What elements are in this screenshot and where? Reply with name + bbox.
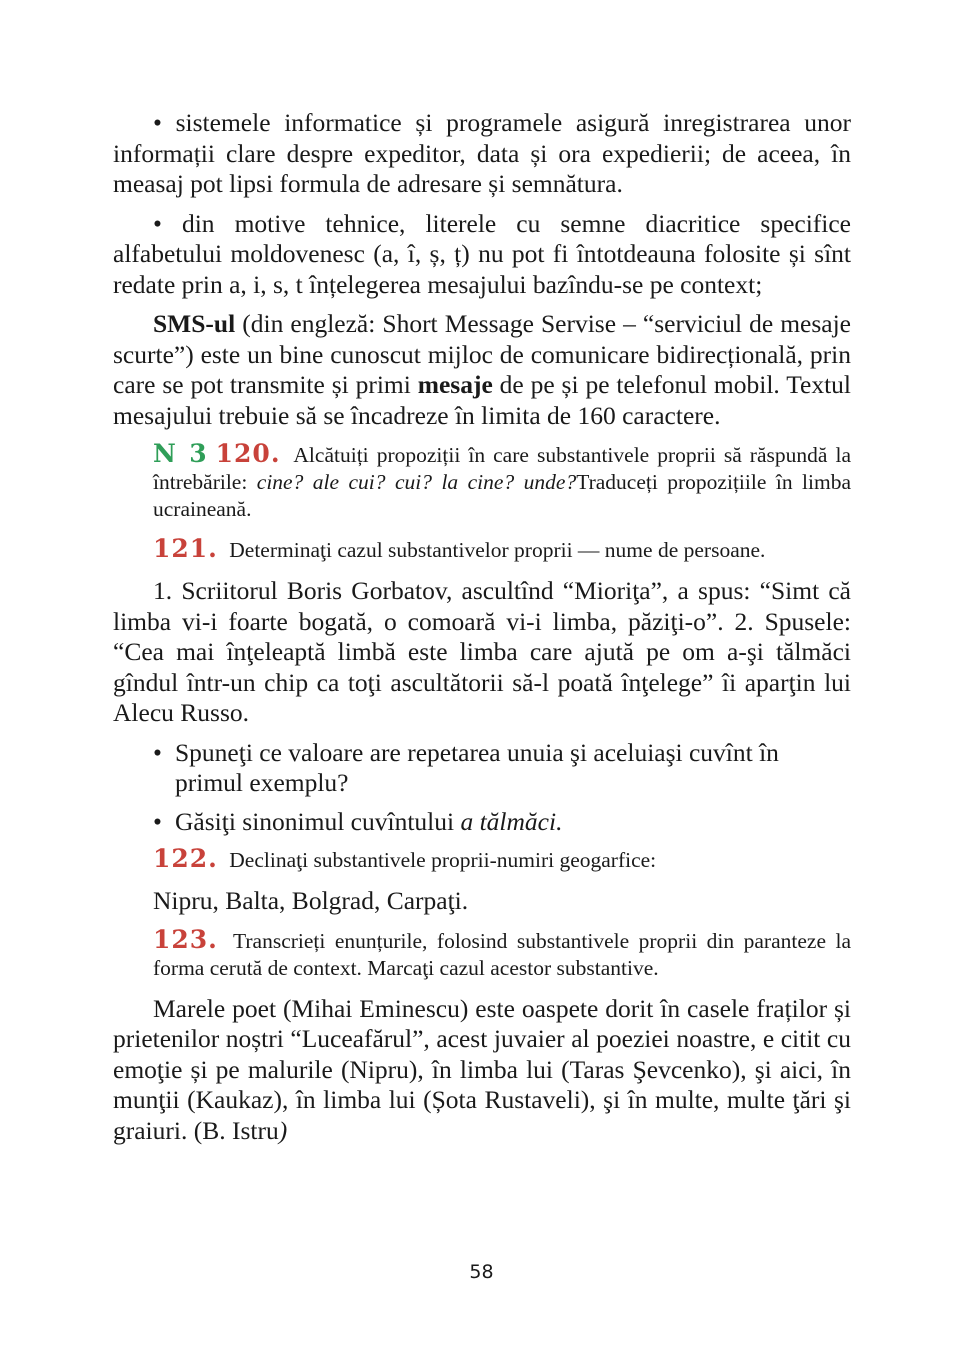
paragraph-place-names: [113, 886, 851, 917]
n-marker: N 3: [153, 439, 208, 468]
exercise-text: Transcrieți enunțurile, folosind substantivele proprii din paranteze la forma cerută de context. Marcaţi cazul acestor substantive.: [153, 928, 851, 980]
paragraph-quotes: [113, 576, 851, 729]
paragraph-sms: [113, 309, 851, 431]
exercise-text: Declinaţi substantivele proprii-numiri geogarfice:: [229, 848, 657, 872]
paragraph-text: Nipru, Balta, Bolgrad, Carpaţi.: [153, 886, 469, 915]
page-number: 58: [469, 1261, 494, 1283]
bullet: •: [153, 108, 162, 137]
bullet-item-2: [113, 807, 851, 838]
term-sms: SMS-ul: [153, 309, 236, 338]
paragraph-bullet-2: [113, 209, 851, 301]
bullet-text: Spuneţi ce valoare are repetarea unuia şi aceluiaşi cuvînt în primul exemplu?: [175, 737, 779, 797]
bullet-text: [175, 807, 851, 838]
paragraph-italic-end: ): [278, 1115, 288, 1145]
exercise-number: 121.: [153, 534, 218, 563]
bullet-italic: a tălmăci.: [460, 806, 563, 836]
exercise-text: Alcătuiți propoziții în care substantivele proprii să răspundă la întrebările:: [153, 443, 851, 494]
exercise-questions: cine? ale cui? cui? la cine? unde?: [256, 470, 577, 494]
exercise-120: [113, 440, 851, 523]
exercise-text: Determinaţi cazul substantivelor proprii — nume de persoane.: [229, 538, 766, 562]
paragraph-eminescu: [113, 994, 851, 1147]
bullet-text-part: Găsiţi sinonimul cuvîntului: [175, 806, 461, 836]
paragraph-text: Marele poet (Mihai Eminescu) este oaspete dorit în casele fraților și prietenilor noștri “Luceafărul”, acest juvaier al poeziei noastre, e citit cu emoţie și pe malurile (Nipru), în limba lui (Taras Şevcenko), şi aici, în munţii (Kaukaz), în limba lui (Șota Rustaveli), şi în multe, multe ţări şi graiuri. (B. Istru: [113, 993, 851, 1145]
paragraph-text: 1. Scriitorul Boris Gorbatov, ascultînd “Mioriţa”, a spus: “Simt că limba vi-i foarte bogată, o comoară vi-i limba, păziţi-o”. 2. Spusele: “Cea mai înţeleaptă limbă este limba care ajută pe om a-şi tălmăci gîndul într-un chip ca toţi ascultătorii să-l poată înţelege” îi aparţin lui Alecu Russo.: [113, 576, 851, 727]
paragraph-text: (din engleză: Short Message Servise – “serviciul de mesaje scurte”) este un bine cunoscut mijloc de comunicare bidirecțională, prin care se pot transmite și primi: [113, 309, 851, 399]
paragraph-text: de pe și pe telefonul mobil. Textul mesajului trebuie să se încadreze în limita de 160 caractere.: [113, 370, 851, 430]
exercise-number: 120.: [215, 439, 281, 468]
exercise-text: Traduceți propozițiile în limba ucraineană.: [153, 470, 851, 521]
page-body: [113, 108, 851, 1155]
exercise-number: 122.: [153, 844, 218, 873]
bullet: •: [153, 208, 162, 238]
exercise-123: [113, 926, 851, 982]
bullet-item-1: [113, 738, 851, 799]
exercise-122: [113, 845, 851, 874]
bullet: •: [153, 806, 162, 836]
paragraph-text: sistemele informatice și programele asigură inregistrarea unor informații clare despre expeditor, data și ora expedierii; de aceea, în measaj pot lipsi formula de adresare și semnătura.: [113, 108, 852, 198]
bullet: •: [153, 737, 162, 767]
exercise-number: 123.: [153, 924, 218, 954]
term-mesaje: mesaje: [417, 370, 493, 399]
paragraph-text: din motive tehnice, literele cu semne diacritice specifice alfabetului moldovenesc (a, î, ș, ț) nu pot fi întotdeauna folosite și sînt redate prin a, i, s, t înțelegerea mesajului bazîndu-se pe context;: [113, 208, 851, 299]
exercise-121: [113, 535, 851, 564]
paragraph-bullet-1: [113, 108, 851, 200]
